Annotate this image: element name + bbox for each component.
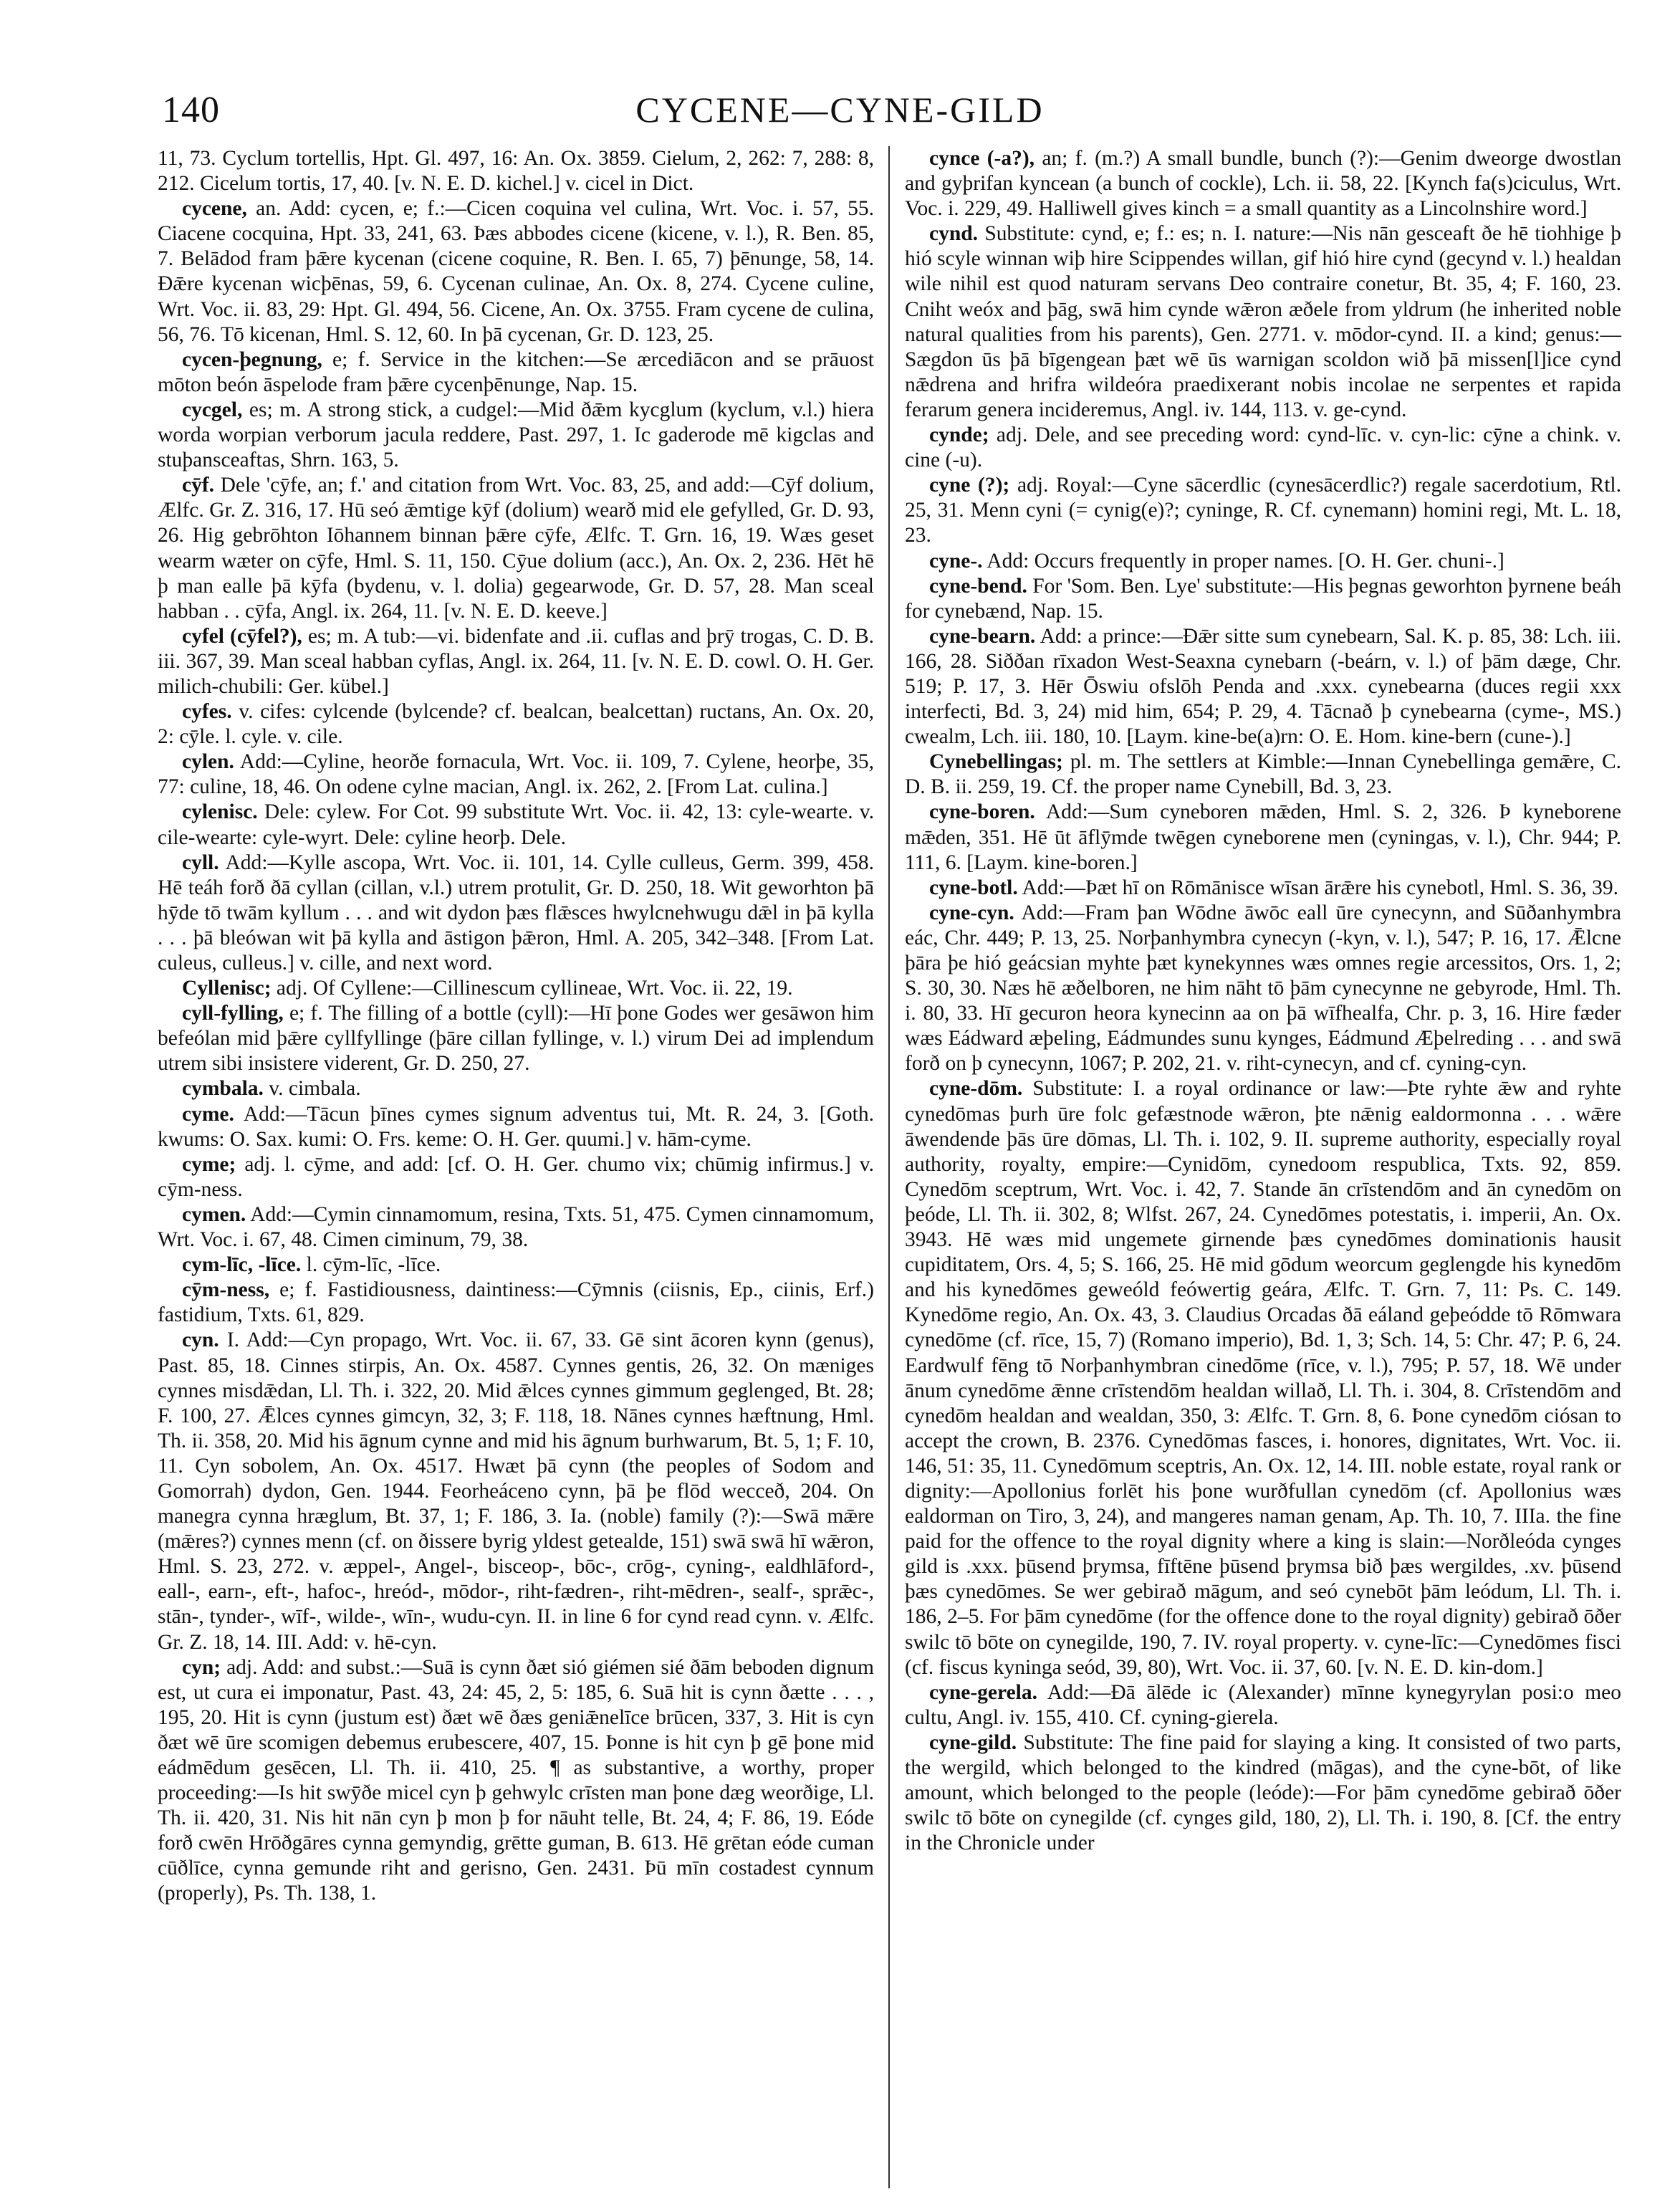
page-number: 140 — [162, 90, 220, 130]
entry-text: Add:—Tācun þīnes cymes signum adventus tui, Mt. R. 24, 3. [Goth. kwums: O. Sax. kumi: O. Frs. keme: O. H. Ger. quumi.] v. hām-cyme. — [158, 1102, 874, 1151]
entry-text: v. cifes: cylcende (bylcende? cf. bealcan, bealcettan) ructans, An. Ox. 20, 2: cȳle. l. cyle. v. cile. — [158, 700, 875, 749]
dictionary-entry — [158, 1328, 874, 1655]
entry-headword: cȳf. — [182, 474, 215, 497]
entry-headword: cyme. — [182, 1102, 234, 1126]
entry-headword: cyll. — [182, 851, 219, 874]
dictionary-entry — [905, 901, 1621, 1077]
entry-headword: cylenisc. — [182, 800, 258, 824]
dictionary-entry — [905, 1730, 1621, 1856]
entry-headword: cynde; — [929, 423, 989, 447]
dictionary-entry — [905, 549, 1621, 574]
dictionary-entry — [158, 473, 874, 624]
dictionary-entry — [158, 348, 874, 398]
dictionary-entry — [158, 1655, 874, 1907]
entry-text: es; m. A tub:—vi. bidenfate and .ii. cuflas and þrȳ trogas, C. D. B. iii. 367, 39. Man sceal habban cyflas, Angl. ix. 264, 11. [v. N. E. D. cowl. O. H. Ger. milich-chubili: Ger. kübel.] — [158, 624, 874, 698]
entry-text: Add:—Kylle ascopa, Wrt. Voc. ii. 101, 14. Cylle culleus, Germ. 399, 458. Hē teáh forð ðā cyllan (cillan, v.l.) utrem protulit, Gr. D. 250, 18. Wit geworhton þā hȳde tō twām kyllum . . . and wit dydon þæs flǣsces hwylcnehwugu dǣl in þā kylla . . . þā bleówan wit þā kylla and āstigon þǣron, Hml. A. 205, 342–348. [From Lat. culeus, culleus.] v. cille, and next word. — [158, 851, 875, 975]
entry-text: Add:—Cyline, heorðe fornacula, Wrt. Voc. ii. 109, 7. Cylene, heorþe, 35, 77: culine, 18, 46. On odene cylne macian, Angl. ix. 262, 2. [From Lat. culina.] — [158, 750, 874, 799]
entry-text: Add: a prince:—Ðǣr sitte sum cynebearn, Sal. K. p. 85, 38: Lch. iii. 166, 28. Siððan rīxadon West-Seaxna cynebarn (-beárn, v. l.) of þām dæge, Chr. 519; P. 17, 3. Hēr Ōswiu ofslōh Penda and .xxx. cynebearna (duces regii xxx interfecti, Bd. 3, 24) mid him, 654; P. 29, 4. Tācnað þ cynebearna (cyme-, MS.) cwealm, Lch. iii. 180, 10. [Laym. kine-be(a)rn: O. E. Hom. kine-bern (cune-).] — [905, 624, 1622, 749]
entry-headword: cycgel, — [182, 398, 243, 421]
dictionary-entry — [158, 398, 874, 473]
entry-text: 11, 73. Cyclum tortellis, Hpt. Gl. 497, 16: An. Ox. 3859. Cielum, 2, 262: 7, 288: 8, 212. Cicelum tortis, 17, 40. [v. N. E. D. kichel.] v. cicel in Dict. — [158, 147, 874, 196]
entry-headword: cyne-bend. — [929, 574, 1027, 598]
entry-text: adj. Dele, and see preceding word: cynd-līc. v. cyn-lic: cȳne a chink. v. cine (-u). — [905, 423, 1622, 472]
running-head: CYCENE—CYNE-GILD — [635, 90, 1045, 130]
entry-text: adj. Royal:—Cyne sācerdlic (cynesācerdlic?) regale sacerdotium, Rtl. 25, 31. Menn cyni (= cynig(e)?; cyninge, R. Cf. cynemann) homini regi, Mt. L. 18, 23. — [905, 474, 1621, 547]
entry-headword: cyll-fylling, — [182, 1002, 284, 1025]
dictionary-entry — [158, 976, 874, 1001]
entry-text: e; f. Fastidiousness, daintiness:—Cȳmnis (ciisnis, Ep., ciinis, Erf.) fastidium, Txts. 61, 829. — [158, 1278, 874, 1327]
entry-text: adj. l. cȳme, and add: [cf. O. H. Ger. chumo vix; chūmig infirmus.] v. cȳm-ness. — [158, 1152, 874, 1201]
dictionary-entry — [158, 196, 874, 348]
entry-text: l. cȳm-līc, -līce. — [306, 1253, 441, 1277]
dictionary-entry — [158, 699, 874, 750]
entry-headword: cynd. — [929, 222, 979, 246]
dictionary-entry — [158, 1001, 874, 1076]
dictionary-entry — [158, 1253, 874, 1278]
entry-text: Add:—Ðā ālēde ic (Alexander) mīnne kynegyrylan posi:o meo cultu, Angl. iv. 155, 410. Cf. cyning-gierela. — [905, 1680, 1621, 1729]
entry-headword: cyne-botl. — [929, 876, 1018, 899]
entry-headword: cyne-. — [929, 549, 983, 573]
entry-text: v. cimbala. — [269, 1077, 361, 1101]
entry-headword: cym-līc, -līce. — [182, 1253, 302, 1277]
entry-text: e; f. Service in the kitchen:—Se ærcediācon and se prāuost mōton beón āspelode fram þǣre cycenþēnunge, Nap. 15. — [158, 348, 874, 396]
dictionary-entry — [158, 146, 874, 196]
dictionary-entry — [905, 146, 1621, 221]
entry-headword: cymbala. — [182, 1077, 264, 1101]
dictionary-entry — [905, 423, 1621, 473]
entry-text: Dele 'cȳfe, an; f.' and citation from Wrt. Voc. 83, 25, and add:—Cȳf dolium, Ælfc. Gr. Z. 316, 17. Hū seó ǣmtige kȳf (dolium) wearð mid ele gefylled, Gr. D. 93, 26. Hig gebrōhton Iōhannem binnan þǣre cȳfe, Ælfc. T. Grn. 16, 19. Wæs geset wearm wæter on cȳfe, Hml. S. 11, 150. Cȳue dolium (acc.), An. Ox. 2, 236. Hēt hē þ man ealle þā kȳfa (bydenu, v. l. dolia) gegearwode, Gr. D. 57, 28. Man sceal habban . . cȳfa, Angl. ix. 264, 11. [v. N. E. D. keeve.] — [158, 474, 874, 623]
entry-headword: Cyllenisc; — [182, 977, 272, 1000]
dictionary-entry — [158, 1202, 874, 1253]
entry-text: an; f. (m.?) A small bundle, bunch (?):—Genim dweorge dwostlan and gyþrifan kyncean (a bunch of cockle), Lch. ii. 58, 22. [Kynch fa(s)ciculus, Wrt. Voc. i. 229, 49. Halliwell gives kinch = a small quantity as a Lincolnshire word.] — [905, 147, 1622, 221]
dictionary-entry — [905, 221, 1621, 423]
entry-headword: cyn; — [182, 1655, 221, 1679]
entry-text: e; f. The filling of a bottle (cyll):—Hī þone Godes wer gesāwon him befeólan mid þǣre cyllfyllinge (þāre cillan fyllinge, v. l.) virum Dei ad implendum utrem sibi insistere viderent, Gr. D. 250, 27. — [158, 1002, 874, 1076]
entry-text: Dele: cylew. For Cot. 99 substitute Wrt. Voc. ii. 42, 13: cyle-wearte. v. cile-wearte: cyle-wyrt. Dele: cyline heorþ. Dele. — [158, 800, 874, 849]
dictionary-entry — [158, 1076, 874, 1101]
dictionary-entry — [905, 876, 1621, 901]
entry-headword: cylen. — [182, 750, 234, 774]
dictionary-entry — [158, 851, 874, 976]
dictionary-entry — [158, 800, 874, 850]
entry-headword: cyn. — [182, 1328, 219, 1352]
entry-headword: cymen. — [182, 1202, 246, 1226]
entry-text: Add: Occurs frequently in proper names. [O. H. Ger. chuni-.] — [987, 549, 1504, 573]
entry-headword: cyne-gerela. — [929, 1680, 1037, 1704]
dictionary-entry — [905, 1076, 1621, 1680]
dictionary-entry — [905, 750, 1621, 800]
entry-text: pl. m. The settlers at Kimble:—Innan Cynebellinga gemǣre, C. D. B. ii. 259, 19. Cf. the proper name Cynebill, Bd. 3, 23. — [905, 750, 1621, 799]
entry-headword: cyne-bearn. — [929, 624, 1036, 648]
entry-text: es; m. A strong stick, a cudgel:—Mid ðǣm kycglum (kyclum, v.l.) hiera worda worpian verborum jacula reddere, Past. 297, 1. Ic gaderode mē kigclas and stuþansceaftas, Shrn. 163, 5. — [158, 398, 875, 472]
dictionary-entry — [158, 1152, 874, 1202]
entry-headword: cyme; — [182, 1152, 236, 1176]
column-divider — [888, 146, 890, 2188]
entry-headword: cȳm-ness, — [182, 1278, 270, 1302]
dictionary-entry — [158, 624, 874, 699]
entry-text: Add:—Sum cyneboren mǣden, Hml. S. 2, 326. Þ kyneborene mǣden, 351. Hē ūt āflȳmde twēgen cyneborene men (cyningas, v. l.), Chr. 944; P. 111, 6. [Laym. kine-boren.] — [905, 800, 1621, 874]
entry-headword: cyne-gild. — [929, 1730, 1017, 1754]
dictionary-entry — [158, 1102, 874, 1152]
entry-headword: cyfel (cȳfel?), — [182, 624, 302, 648]
entry-text: I. Add:—Cyn propago, Wrt. Voc. ii. 67, 33. Gē sint ācoren kynn (genus), Past. 85, 18. Cinnes stirpis, An. Ox. 4587. Cynnes gentis, 26, 32. On mæniges cynnes misdǣdan, Ll. Th. i. 322, 20. Mid ǣlces cynnes gimmum geglenged, Bt. 28; F. 100, 27. Ǣlces cynnes gimcyn, 32, 3; F. 118, 18. Nānes cynnes hæftnung, Hml. Th. ii. 358, 20. Mid his āgnum cynne and mid his āgnum burhwarum, Bt. 5, 1; F. 10, 11. Cyn sobolem, An. Ox. 4517. Hwæt þā cynn (the peoples of Sodom and Gomorrah) dydon, Gen. 1944. Feorheáceno cynn, þā þe flōd wecceð, 204. On manegra cynna hræglum, Bt. 37, 1; F. 186, 3. Ia. (noble) family (?):—Swā mǣre (mǣres?) cynnes menn (cf. on ðissere byrig yldest getealde, 151) swā swā hī wǣron, Hml. S. 23, 272. v. æppel-, Angel-, bisceop-, bōc-, crōg-, cyning-, ealdhlāford-, eall-, earn-, eft-, hafoc-, hreód-, mōdor-, riht-fædren-, riht-mēdren-, sealf-, sprǣc-, stān-, tynder-, wīf-, wilde-, wīn-, wudu-cyn. II. in line 6 for cynd read cynn. v. Ælfc. Gr. Z. 18, 14. III. Add: v. hē-cyn. — [158, 1328, 874, 1654]
entry-text: an. Add: cycen, e; f.:—Cicen coquina vel culina, Wrt. Voc. i. 57, 55. Ciacene cocquina, Hpt. 33, 241, 63. Þæs abbodes cicene (kicene, v. l.), R. Ben. 85, 7. Belādod fram þǣre kycenan (cicene coquine, R. Ben. I. 65, 7) þēnunge, 58, 14. Ðǣre kycenan wicþēnas, 59, 6. Cycenan culinae, An. Ox. 8, 274. Cycene culine, Wrt. Voc. ii. 83, 29: Hpt. Gl. 494, 56. Cicene, An. Ox. 3755. Fram cycene de culina, 56, 76. Tō kicenan, Hml. S. 12, 60. In þā cycenan, Gr. D. 123, 25. — [158, 197, 874, 346]
entry-text: Substitute: cynd, e; f.: es; n. I. nature:—Nis nān gesceaft ðe hē tiohhige þ hió scyle winnan wiþ hire Scippendes willan, gif hió hire cynd (gecynd v. l.) healdan wile nihil est quod naturam servans Deo contraire conetur, Bt. 35, 4; F. 160, 23. Cniht weóx and þāg, swā him cynde wǣron æðele from yldrum (he inherited noble natural qualities from his parents), Gen. 2771. v. mōdor-cynd. II. a kind; genus:—Sægdon ūs þā bīgengean þæt wē ūs warnigan scoldon wið þā missen[l]ice cynd nǣdrena and hrifra wildeóra praedixerant nobis incolae ne serpentes et rapida ferarum genera incideremus, Angl. iv. 144, 113. v. ge-cynd. — [905, 222, 1622, 421]
entry-text: Add:—Cymin cinnamomum, resina, Txts. 51, 475. Cymen cinnamomum, Wrt. Voc. i. 67, 48. Cimen ciminum, 79, 38. — [158, 1202, 874, 1252]
dictionary-entry — [158, 750, 874, 800]
entry-headword: cyfes. — [182, 700, 232, 724]
entry-headword: cyne-boren. — [929, 800, 1035, 824]
entry-headword: cynce (-a?), — [929, 147, 1035, 170]
entry-headword: Cynebellingas; — [929, 750, 1063, 774]
entry-text: adj. Add: and subst.:—Suā is cynn ðæt sió giémen sié ðām beboden dignum est, ut cura ei imponatur, Past. 43, 24: 45, 2, 5: 185, 6. Suā hit is cynn ðætte . . . , 195, 20. Hit is cynn (justum est) ðæt wē ðæs geniǣnelīce brūcen, 337, 3. Hit is cyn ðæt wē ūre scomigen debemus erubescere, 407, 15. Þonne is hit cyn þ gē þone mid eádmēdum gesēcen, Ll. Th. ii. 410, 25. ¶ as substantive, a worthy, proper proceeding:—Is hit swȳðe micel cyn þ gehwylc crīsten man þone dæg weorðige, Ll. Th. ii. 420, 31. Nis hit nān cyn þ mon þ for nāuht telle, Bt. 24, 4; F. 86, 19. Eóde forð cwēn Hrōðgāres cynna gemyndig, grētte guman, B. 613. Hē grētan eóde cuman cūðlīce, cynna gemunde riht and gerisno, Gen. 2431. Þū mīn costadest cynnum (properly), Ps. Th. 138, 1. — [158, 1655, 875, 1905]
entry-text: Substitute: The fine paid for slaying a king. It consisted of two parts, the wergild, which belonged to the kindred (māgas), and the cyne-bōt, of like amount, which belonged to the people (leóde):—For þām cynedōme gebirað ōðer swilc tō bōte on cynegilde (cf. cynges gild, 180, 2), Ll. Th. i. 190, 8. [Cf. the entry in the Chronicle under — [905, 1730, 1621, 1855]
entry-text: adj. Of Cyllene:—Cillinescum cyllineae, Wrt. Voc. ii. 22, 19. — [276, 977, 793, 1000]
dictionary-entry — [905, 574, 1621, 624]
entry-headword: cyne-cyn. — [929, 901, 1014, 924]
entry-text: Add:—Fram þan Wōdne āwōc eall ūre cynecynn, and Sūðanhymbra eác, Chr. 449; P. 13, 25. Norþanhymbra cynecyn (-kyn, v. l.), 547; P. 16, 17. Ǣlcne þāra þe hió geácsian myhte þæt kynekynnes wæs omnes regie arcessitos, Ors. 1, 2; S. 30, 30. Næs hē æðelboren, ne him nāht tō þām cynecynne ne gebyrode, Hml. Th. i. 80, 33. Hī gecuron heora kynecinn aa on þā wīfhealfa, Chr. p. 3, 16. Hire fæder wæs Eádward æþeling, Eádmundes sunu kynges, Eádmund Æþelreding . . . and swā forð on þ cynecynn, 1067; P. 202, 21. v. riht-cynecyn, and cf. cyning-cyn. — [905, 901, 1622, 1076]
entry-headword: cyne-dōm. — [929, 1077, 1023, 1101]
entry-text: Add:—Þæt hī on Rōmānisce wīsan ārǣre his cynebotl, Hml. S. 36, 39. — [1022, 876, 1618, 899]
entry-headword: cyne (?); — [929, 474, 1010, 497]
dictionary-entry — [905, 473, 1621, 548]
entry-text: For 'Som. Ben. Lye' substitute:—His þegnas geworhton þyrnene beáh for cynebænd, Nap. 15. — [905, 574, 1621, 623]
entry-headword: cycen-þegnung, — [182, 348, 322, 371]
entry-text: Substitute: I. a royal ordinance or law:—Þte ryhte ǣw and ryhte cynedōmas þurh ūre folc gefæstnode wǣron, þte nǣnig ealdormonna . . . wǣre āwendende þās ūre dōmas, Ll. Th. i. 102, 9. II. supreme authority, especially royal authority, royalty, empire:—Cynidōm, cynedoom respublica, Txts. 92, 859. Cynedōm sceptrum, Wrt. Voc. i. 42, 7. Stande ān crīstendōm and ān cynedōm on þeóde, Ll. Th. ii. 302, 8; Wlfst. 267, 24. Cynedōmes potestatis, i. imperii, An. Ox. 3943. Hē wæs mid ungemete girnende þæs cynedōmes dominationis hausit cupiditatem, Ors. 4, 5; S. 166, 25. Hē mid gōdum weorcum geglengde his kynedōm and his kynedōmes geweóld feówertig geára, Ælfc. T. Grn. 7, 11: Ps. C. 149. Kynedōme regio, An. Ox. 43, 3. Claudius Orcadas ðā eáland geþeódde tō Rōmwara cynedōme (cf. rīce, 15, 7) (Romano imperio), Bd. 1, 3; Sch. 14, 5: Chr. 47; P. 6, 24. Eardwulf fēng tō Norþanhymbran cinedōme (rīce, v. l.), 795; P. 57, 18. Wē under ānum cynedōme ǣnne crīstendōm healdan willað, Ll. Th. i. 304, 8. Crīstendōm and cynedōm healdan and wealdan, 350, 3: Ælfc. T. Grn. 8, 6. Þone cynedōm ciósan to accept the crown, B. 2376. Cynedōmas fasces, i. honores, dignitates, Wrt. Voc. ii. 146, 51: 35, 11. Cynedōmum sceptris, An. Ox. 12, 14. III. noble estate, royal rank or dignity:—Apollonius forlēt his þone wurðfullan cynedōm (cf. Apollonius wæs ealdorman on Tiro, 3, 24), and mangeres naman genam, Ap. Th. 10, 7. IIIa. the fine paid for the offence to the royal dignity where a king is slain:—Norðleóda cynges gild is .xxx. þūsend þrymsa, fīftēne þūsend þrymsa bið þæs wergildes, .xv. þūsend þæs cynedōmes. Se wer gebirað māgum, and seó cynebōt þām leódum, Ll. Th. i. 186, 2–5. For þām cynedōme (for the offence done to the royal dignity) gebirað ōðer swilc tō bōte on cynegilde, 190, 7. IV. royal property. v. cyne-līc:—Cynedōmes fisci (cf. fiscus kyninga seód, 39, 80), Wrt. Voc. ii. 37, 60. [v. N. E. D. kin-dom.] — [905, 1077, 1622, 1679]
dictionary-entry — [905, 800, 1621, 875]
right-column — [905, 146, 1621, 1856]
dictionary-entry — [158, 1278, 874, 1328]
dictionary-entry — [905, 624, 1621, 750]
left-column — [158, 146, 874, 1907]
entry-headword: cycene, — [182, 197, 247, 221]
dictionary-entry — [905, 1680, 1621, 1730]
